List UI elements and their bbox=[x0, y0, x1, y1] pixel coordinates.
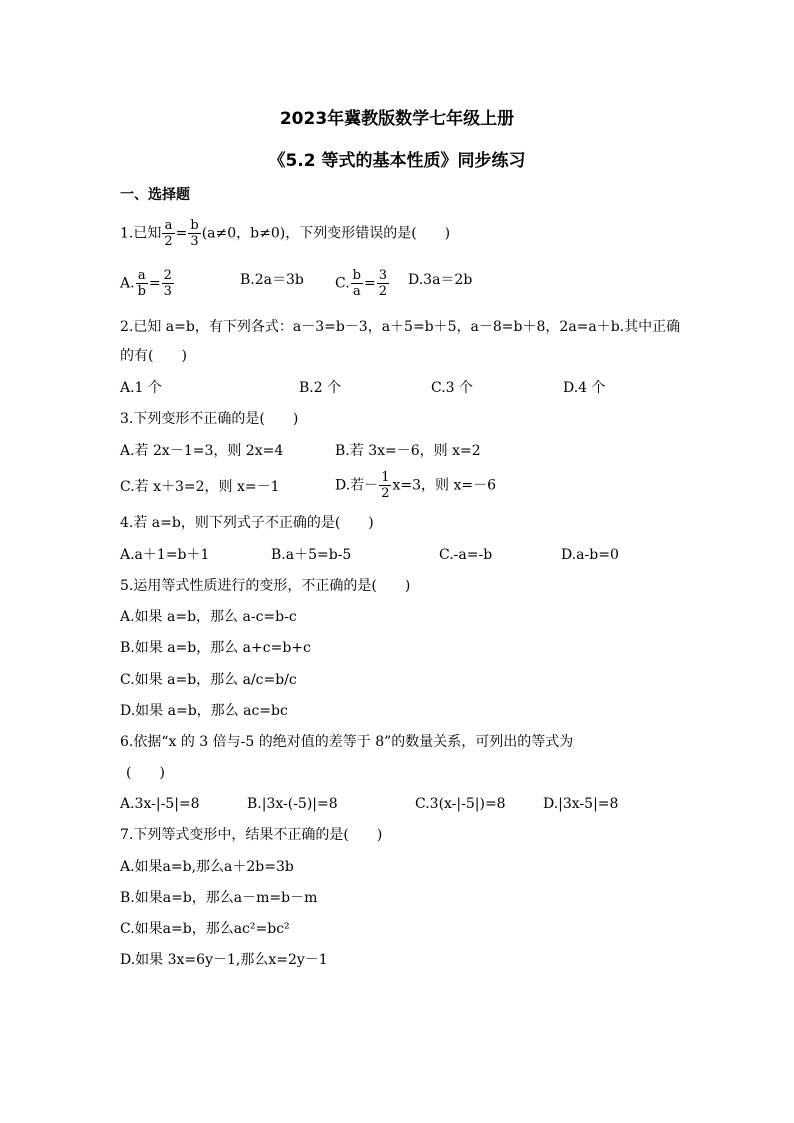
q6-option-c: C.3(x-|-5|)=8 bbox=[415, 796, 506, 812]
q7-option-a: A.如果a=b,那么a＋2b=3b bbox=[120, 859, 294, 875]
fraction-b-over-a bbox=[351, 268, 363, 299]
question-2-stem-cont: 的有( ) bbox=[120, 348, 187, 364]
q6-option-a: A.3x-|-5|=8 bbox=[120, 796, 200, 812]
q3-option-c: C.若 x＋3=2，则 x=－1 bbox=[120, 479, 280, 495]
fraction-a-over-2 bbox=[162, 218, 174, 249]
fraction-numerator: 1 bbox=[381, 470, 390, 485]
q4-option-b: B.a＋5=b-5 bbox=[271, 547, 352, 563]
q1-suffix: (a≠0，b≠0)，下列变形错误的是( ) bbox=[201, 225, 451, 242]
q2-option-a: A.1 个 bbox=[120, 380, 162, 396]
fraction-denominator: 2 bbox=[164, 234, 173, 249]
option-letter: A. bbox=[120, 275, 135, 292]
q4-option-d: D.a-b=0 bbox=[561, 547, 619, 563]
option-prefix: D.若－ bbox=[335, 477, 379, 494]
q1-option-a bbox=[120, 268, 175, 299]
section-heading: 一、选择题 bbox=[120, 187, 190, 203]
fraction-2-over-3 bbox=[162, 268, 174, 299]
fraction-denominator: b bbox=[137, 284, 146, 299]
q2-option-c: C.3 个 bbox=[431, 380, 474, 396]
question-6-stem: 6.依据“x 的 3 倍与-5 的绝对值的差等于 8”的数量关系，可列出的等式为 bbox=[120, 734, 574, 750]
fraction-3-over-2 bbox=[377, 268, 389, 299]
document-subtitle: 《5.2 等式的基本性质》同步练习 bbox=[268, 151, 526, 171]
q1-option-b: B.2a＝3b bbox=[240, 272, 304, 288]
equals-sign: = bbox=[364, 275, 376, 292]
question-5-stem: 5.运用等式性质进行的变形，不正确的是( ) bbox=[120, 578, 411, 594]
fraction-numerator: 2 bbox=[163, 268, 172, 283]
fraction-denominator: 2 bbox=[381, 486, 390, 501]
equals-sign: = bbox=[175, 225, 188, 242]
question-4-stem: 4.若 a=b，则下列式子不正确的是( ) bbox=[120, 515, 374, 531]
q3-option-b: B.若 3x=－6，则 x=2 bbox=[335, 443, 481, 459]
fraction-1-over-2 bbox=[379, 470, 391, 501]
q5-option-b: B.如果 a=b，那么 a+c=b+c bbox=[120, 640, 311, 656]
fraction-denominator: 3 bbox=[190, 234, 199, 249]
q7-option-d: D.如果 3x=6y－1,那么x=2y－1 bbox=[120, 952, 328, 968]
fraction-numerator: b bbox=[352, 268, 361, 283]
question-6-stem-cont: ( ) bbox=[126, 765, 165, 781]
q1-option-d: D.3a＝2b bbox=[408, 272, 473, 288]
fraction-denominator: 3 bbox=[163, 284, 172, 299]
q2-option-b: B.2 个 bbox=[299, 380, 342, 396]
fraction-denominator: a bbox=[352, 284, 361, 299]
q6-option-b: B.|3x-(-5)|=8 bbox=[247, 796, 338, 812]
q2-option-d: D.4 个 bbox=[563, 380, 606, 396]
document-title: 2023年冀教版数学七年级上册 bbox=[279, 109, 515, 129]
q1-prefix: 1.已知 bbox=[120, 225, 162, 242]
q3-option-d bbox=[335, 470, 496, 501]
question-3-stem: 3.下列变形不正确的是( ) bbox=[120, 411, 299, 427]
fraction-numerator: a bbox=[136, 268, 148, 284]
q4-option-c: C.-a=-b bbox=[439, 547, 493, 563]
q7-option-b: B.如果a=b，那么a－m=b－m bbox=[120, 890, 318, 906]
fraction-a-over-b bbox=[136, 268, 148, 299]
option-suffix: x=3，则 x=－6 bbox=[392, 477, 496, 494]
q5-option-c: C.如果 a=b，那么 a/c=b/c bbox=[120, 672, 297, 688]
q5-option-a: A.如果 a=b，那么 a-c=b-c bbox=[120, 609, 297, 625]
fraction-numerator: 3 bbox=[378, 268, 388, 283]
q1-option-c bbox=[335, 268, 390, 299]
fraction-denominator: 2 bbox=[378, 284, 388, 299]
q5-option-d: D.如果 a=b，那么 ac=bc bbox=[120, 703, 288, 719]
equals-sign: = bbox=[148, 275, 161, 292]
question-7-stem: 7.下列等式变形中，结果不正确的是( ) bbox=[120, 827, 383, 843]
fraction-b-over-3 bbox=[188, 218, 200, 249]
q7-option-c: C.如果a=b，那么ac²=bc² bbox=[120, 921, 290, 937]
question-2-stem: 2.已知 a=b，有下列各式：a－3=b－3，a＋5=b＋5，a－8=b＋8，2a=a＋b.其中正确 bbox=[120, 319, 681, 335]
fraction-numerator: a bbox=[162, 218, 174, 234]
q4-option-a: A.a＋1=b＋1 bbox=[120, 547, 210, 563]
question-1-stem bbox=[120, 218, 450, 249]
fraction-numerator: b bbox=[190, 218, 199, 233]
q3-option-a: A.若 2x－1=3，则 2x=4 bbox=[120, 443, 284, 459]
q6-option-d: D.|3x-5|=8 bbox=[543, 796, 619, 812]
option-letter: C. bbox=[335, 275, 350, 292]
